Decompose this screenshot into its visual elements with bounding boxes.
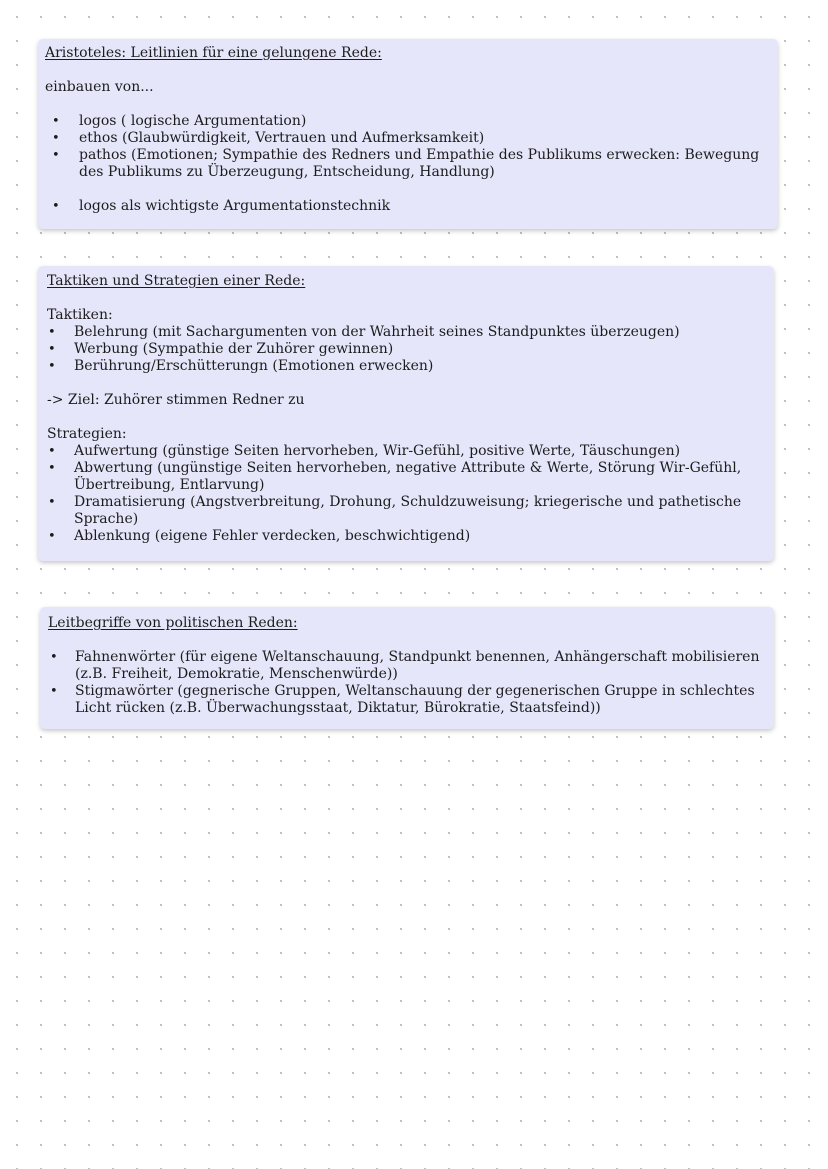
spacer — [45, 181, 768, 198]
spacer — [47, 290, 764, 307]
bullet-icon: • — [52, 199, 60, 214]
list-item-text: Fahnenwörter (für eigene Weltanschauung, Standpunkt benennen, Anhängerschaft mobilisieren (z.B. Freiheit, Demokratie, Menschenwürde)) — [75, 649, 760, 682]
bullet-icon: • — [48, 359, 56, 374]
bullet-icon: • — [48, 461, 56, 476]
list-item — [45, 130, 768, 147]
list-item-text: Aufwertung (günstige Seiten hervorheben, Wir-Gefühl, positive Werte, Täuschungen) — [74, 443, 681, 459]
list-item — [47, 494, 764, 528]
list-item-text: Stigmawörter (gegnerische Gruppen, Weltanschauung der gegenerischen Gruppe in schlechtes Licht rücken (z.B. Überwachungsstaat, Diktatur, Bürokratie, Staatsfeind)) — [75, 683, 755, 716]
list-item — [47, 460, 764, 494]
list-item — [45, 147, 768, 181]
section-title: Taktiken und Strategien einer Rede: — [47, 273, 306, 289]
intro-text: einbauen von... — [45, 79, 154, 95]
goal-text: -> Ziel: Zuhörer stimmen Redner zu — [47, 392, 305, 408]
list-item-text: Belehrung (mit Sachargumenten von der Wahrheit seines Standpunktes überzeugen) — [74, 324, 680, 340]
list-item — [45, 198, 768, 215]
bullet-list — [45, 113, 768, 181]
bullet-icon: • — [50, 684, 58, 699]
bullet-icon: • — [48, 444, 56, 459]
list-item-text: logos als wichtigste Argumentationstechnik — [79, 198, 391, 214]
list-item-text: logos ( logische Argumentation) — [79, 113, 307, 129]
list-item — [47, 443, 764, 460]
bullet-icon: • — [48, 342, 56, 357]
bullet-icon: • — [48, 325, 56, 340]
bullet-icon: • — [52, 148, 60, 163]
bullet-icon: • — [52, 114, 60, 129]
subheading-taktiken: Taktiken: — [47, 307, 113, 323]
section-title: Leitbegriffe von politischen Reden: — [48, 615, 298, 631]
bullet-list — [47, 324, 764, 375]
list-item — [47, 358, 764, 375]
spacer — [47, 375, 764, 392]
spacer — [48, 632, 764, 649]
note-card-aristoteles — [38, 39, 778, 229]
section-title: Aristoteles: Leitlinien für eine gelungene Rede: — [45, 45, 382, 61]
list-item-text: Werbung (Sympathie der Zuhörer gewinnen) — [74, 341, 394, 357]
bullet-icon: • — [52, 131, 60, 146]
bullet-list — [47, 443, 764, 545]
note-card-taktiken — [38, 266, 774, 561]
list-item — [48, 683, 764, 717]
bullet-list — [48, 649, 764, 717]
spacer — [45, 96, 768, 113]
spacer — [47, 409, 764, 426]
list-item — [45, 113, 768, 130]
list-item — [47, 324, 764, 341]
note-card-leitbegriffe — [40, 607, 774, 729]
spacer — [45, 62, 768, 79]
list-item-text: Ablenkung (eigene Fehler verdecken, beschwichtigend) — [74, 528, 471, 544]
list-item-text: pathos (Emotionen; Sympathie des Redners und Empathie des Publikums erwecken: Bewegung des Publikums zu Überzeugung, Entscheidung, Handlung) — [79, 147, 760, 180]
list-item-text: ethos (Glaubwürdigkeit, Vertrauen und Aufmerksamkeit) — [79, 130, 485, 146]
list-item — [48, 649, 764, 683]
bullet-icon: • — [48, 529, 56, 544]
list-item-text: Dramatisierung (Angstverbreitung, Drohung, Schuldzuweisung; kriegerische und pathetische Sprache) — [74, 494, 742, 527]
list-item-text: Berührung/Erschütterungn (Emotionen erwecken) — [74, 358, 434, 374]
list-item — [47, 528, 764, 545]
bullet-list — [45, 198, 768, 215]
subheading-strategien: Strategien: — [47, 426, 127, 442]
bullet-icon: • — [48, 495, 56, 510]
list-item-text: Abwertung (ungünstige Seiten hervorheben, negative Attribute & Werte, Störung Wir-Gefühl, Übertreibung, Entlarvung) — [74, 460, 742, 493]
bullet-icon: • — [50, 650, 58, 665]
list-item — [47, 341, 764, 358]
